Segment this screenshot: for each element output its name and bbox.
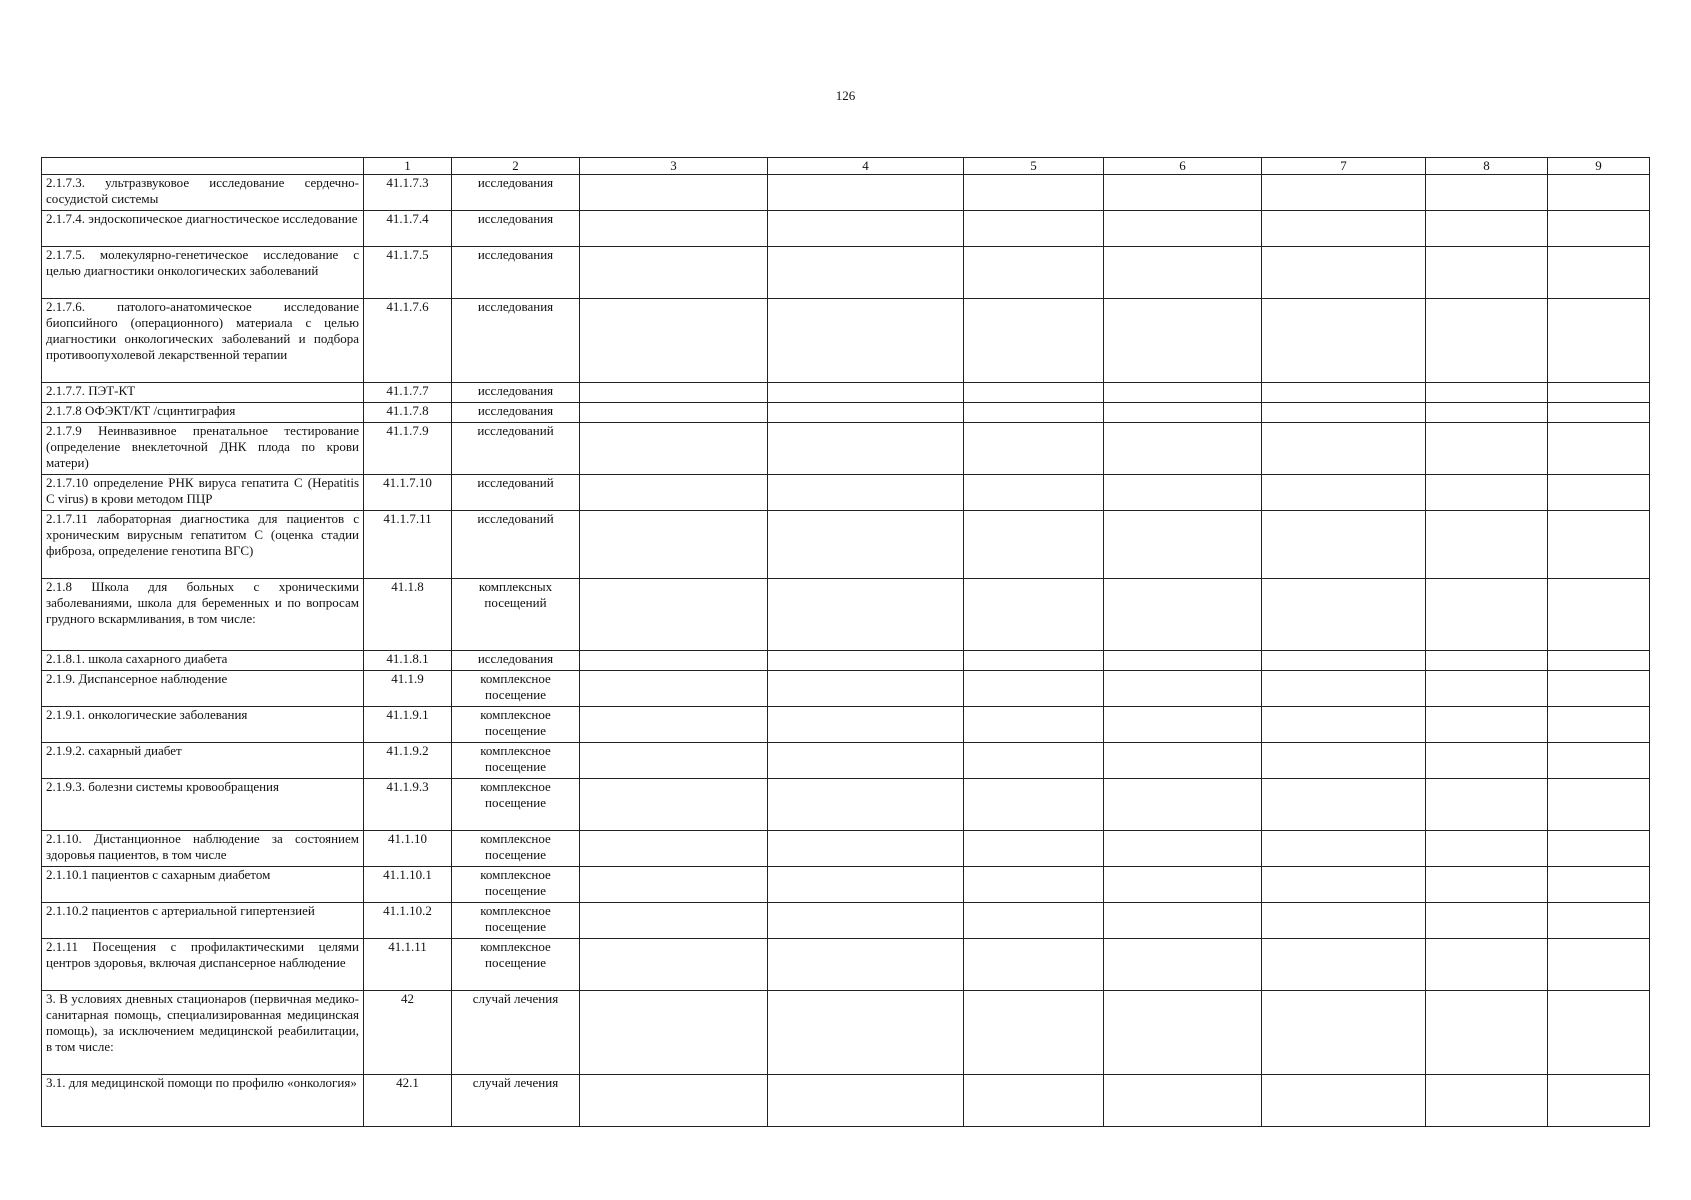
table-row <box>42 475 1650 511</box>
empty-value-cell <box>1104 423 1262 475</box>
table-body <box>42 175 1650 1127</box>
row-code-cell: 41.1.9 <box>364 671 452 707</box>
empty-value-cell <box>768 299 964 383</box>
column-header: 8 <box>1426 158 1548 175</box>
empty-value-cell <box>580 383 768 403</box>
row-code-cell: 41.1.9.3 <box>364 779 452 831</box>
empty-value-cell <box>964 779 1104 831</box>
row-unit-cell: комплексное посещение <box>452 867 580 903</box>
table-row <box>42 743 1650 779</box>
row-unit-cell: исследования <box>452 211 580 247</box>
row-unit-cell: комплексное посещение <box>452 779 580 831</box>
row-name-cell: 2.1.9. Диспансерное наблюдение <box>42 671 364 707</box>
data-table <box>41 157 1650 1127</box>
empty-value-cell <box>1262 939 1426 991</box>
empty-value-cell <box>768 779 964 831</box>
row-code-cell: 41.1.7.10 <box>364 475 452 511</box>
empty-value-cell <box>1104 779 1262 831</box>
row-name-cell: 2.1.7.7. ПЭТ-КТ <box>42 383 364 403</box>
empty-value-cell <box>964 651 1104 671</box>
column-header: 1 <box>364 158 452 175</box>
empty-value-cell <box>580 511 768 579</box>
empty-value-cell <box>1104 579 1262 651</box>
empty-value-cell <box>964 211 1104 247</box>
row-name-cell: 2.1.11 Посещения с профилактическими целями центров здоровья, включая диспансерное наблюдение <box>42 939 364 991</box>
empty-value-cell <box>964 831 1104 867</box>
table-row <box>42 383 1650 403</box>
empty-value-cell <box>580 1075 768 1127</box>
table-row <box>42 903 1650 939</box>
empty-value-cell <box>580 991 768 1075</box>
table-row <box>42 403 1650 423</box>
empty-value-cell <box>964 511 1104 579</box>
empty-value-cell <box>1104 743 1262 779</box>
row-unit-cell: комплексное посещение <box>452 831 580 867</box>
empty-value-cell <box>1548 175 1650 211</box>
empty-value-cell <box>1262 707 1426 743</box>
table-row <box>42 511 1650 579</box>
table-row <box>42 1075 1650 1127</box>
row-unit-cell: исследований <box>452 511 580 579</box>
column-header <box>42 158 364 175</box>
empty-value-cell <box>580 707 768 743</box>
empty-value-cell <box>768 671 964 707</box>
empty-value-cell <box>580 247 768 299</box>
column-header: 5 <box>964 158 1104 175</box>
row-unit-cell: исследования <box>452 403 580 423</box>
row-code-cell: 41.1.8 <box>364 579 452 651</box>
empty-value-cell <box>964 671 1104 707</box>
empty-value-cell <box>964 299 1104 383</box>
empty-value-cell <box>1426 299 1548 383</box>
empty-value-cell <box>1104 299 1262 383</box>
row-unit-cell: исследования <box>452 651 580 671</box>
column-header: 7 <box>1262 158 1426 175</box>
empty-value-cell <box>1426 1075 1548 1127</box>
row-code-cell: 41.1.7.9 <box>364 423 452 475</box>
row-unit-cell: исследования <box>452 247 580 299</box>
empty-value-cell <box>768 247 964 299</box>
empty-value-cell <box>964 1075 1104 1127</box>
empty-value-cell <box>1548 423 1650 475</box>
column-header: 3 <box>580 158 768 175</box>
row-name-cell: 2.1.9.3. болезни системы кровообращения <box>42 779 364 831</box>
empty-value-cell <box>1426 475 1548 511</box>
row-name-cell: 2.1.7.10 определение РНК вируса гепатита С (Hepatitis C virus) в крови методом ПЦР <box>42 475 364 511</box>
empty-value-cell <box>1262 579 1426 651</box>
empty-value-cell <box>1262 403 1426 423</box>
empty-value-cell <box>1548 991 1650 1075</box>
empty-value-cell <box>1104 511 1262 579</box>
empty-value-cell <box>1548 1075 1650 1127</box>
empty-value-cell <box>1426 779 1548 831</box>
row-code-cell: 41.1.7.3 <box>364 175 452 211</box>
empty-value-cell <box>768 175 964 211</box>
empty-value-cell <box>1426 211 1548 247</box>
empty-value-cell <box>768 511 964 579</box>
row-unit-cell: комплексное посещение <box>452 743 580 779</box>
empty-value-cell <box>768 831 964 867</box>
empty-value-cell <box>580 299 768 383</box>
empty-value-cell <box>1104 831 1262 867</box>
empty-value-cell <box>580 403 768 423</box>
empty-value-cell <box>580 867 768 903</box>
row-name-cell: 3.1. для медицинской помощи по профилю «онкология» <box>42 1075 364 1127</box>
row-name-cell: 2.1.7.4. эндоскопическое диагностическое исследование <box>42 211 364 247</box>
row-unit-cell: случай лечения <box>452 991 580 1075</box>
page-number: 126 <box>835 88 856 103</box>
empty-value-cell <box>1548 867 1650 903</box>
empty-value-cell <box>1426 831 1548 867</box>
empty-value-cell <box>1426 175 1548 211</box>
table-row <box>42 671 1650 707</box>
empty-value-cell <box>1426 247 1548 299</box>
row-code-cell: 41.1.9.2 <box>364 743 452 779</box>
empty-value-cell <box>768 903 964 939</box>
empty-value-cell <box>964 175 1104 211</box>
empty-value-cell <box>768 743 964 779</box>
empty-value-cell <box>1426 939 1548 991</box>
empty-value-cell <box>1104 939 1262 991</box>
empty-value-cell <box>1426 743 1548 779</box>
empty-value-cell <box>580 175 768 211</box>
row-unit-cell: исследований <box>452 475 580 511</box>
row-code-cell: 41.1.7.11 <box>364 511 452 579</box>
row-name-cell: 2.1.7.3. ультразвуковое исследование сердечно-сосудистой системы <box>42 175 364 211</box>
empty-value-cell <box>768 991 964 1075</box>
empty-value-cell <box>1104 991 1262 1075</box>
table-row <box>42 707 1650 743</box>
row-name-cell: 2.1.7.9 Неинвазивное пренатальное тестирование (определение внеклеточной ДНК плода по крови матери) <box>42 423 364 475</box>
row-name-cell: 2.1.7.8 ОФЭКТ/КТ /сцинтиграфия <box>42 403 364 423</box>
empty-value-cell <box>768 707 964 743</box>
empty-value-cell <box>964 403 1104 423</box>
empty-value-cell <box>1104 175 1262 211</box>
empty-value-cell <box>964 939 1104 991</box>
empty-value-cell <box>964 579 1104 651</box>
row-code-cell: 41.1.10.2 <box>364 903 452 939</box>
empty-value-cell <box>1548 247 1650 299</box>
row-unit-cell: исследования <box>452 383 580 403</box>
table-row <box>42 299 1650 383</box>
empty-value-cell <box>1548 383 1650 403</box>
empty-value-cell <box>1104 1075 1262 1127</box>
empty-value-cell <box>1104 211 1262 247</box>
empty-value-cell <box>768 383 964 403</box>
row-unit-cell: комплексное посещение <box>452 939 580 991</box>
row-unit-cell: комплексных посещений <box>452 579 580 651</box>
column-number-row <box>42 158 1650 175</box>
empty-value-cell <box>1548 475 1650 511</box>
row-code-cell: 42.1 <box>364 1075 452 1127</box>
empty-value-cell <box>964 743 1104 779</box>
table-row <box>42 939 1650 991</box>
empty-value-cell <box>1548 579 1650 651</box>
empty-value-cell <box>964 867 1104 903</box>
empty-value-cell <box>1262 779 1426 831</box>
empty-value-cell <box>964 991 1104 1075</box>
row-name-cell: 2.1.8.1. школа сахарного диабета <box>42 651 364 671</box>
empty-value-cell <box>1548 707 1650 743</box>
empty-value-cell <box>1262 211 1426 247</box>
empty-value-cell <box>1262 423 1426 475</box>
row-name-cell: 2.1.8 Школа для больных с хроническими заболеваниями, школа для беременных и по вопросам грудного вскармливания, в том числе: <box>42 579 364 651</box>
empty-value-cell <box>580 211 768 247</box>
empty-value-cell <box>964 423 1104 475</box>
empty-value-cell <box>1262 299 1426 383</box>
row-code-cell: 41.1.7.4 <box>364 211 452 247</box>
row-code-cell: 41.1.9.1 <box>364 707 452 743</box>
row-name-cell: 2.1.7.6. патолого-анатомическое исследование биопсийного (операционного) материала с целью диагностики онкологических заболеваний и подбора противоопухолевой лекарственной терапии <box>42 299 364 383</box>
empty-value-cell <box>1262 991 1426 1075</box>
empty-value-cell <box>1104 867 1262 903</box>
empty-value-cell <box>768 211 964 247</box>
row-code-cell: 41.1.10.1 <box>364 867 452 903</box>
row-unit-cell: комплексное посещение <box>452 903 580 939</box>
empty-value-cell <box>768 423 964 475</box>
column-header: 9 <box>1548 158 1650 175</box>
empty-value-cell <box>768 475 964 511</box>
empty-value-cell <box>1426 671 1548 707</box>
empty-value-cell <box>580 831 768 867</box>
empty-value-cell <box>1262 175 1426 211</box>
empty-value-cell <box>1548 651 1650 671</box>
empty-value-cell <box>1262 1075 1426 1127</box>
empty-value-cell <box>580 939 768 991</box>
table-row <box>42 831 1650 867</box>
empty-value-cell <box>580 903 768 939</box>
empty-value-cell <box>580 779 768 831</box>
column-header: 4 <box>768 158 964 175</box>
empty-value-cell <box>1262 831 1426 867</box>
table-row <box>42 579 1650 651</box>
row-name-cell: 2.1.10. Дистанционное наблюдение за состоянием здоровья пациентов, в том числе <box>42 831 364 867</box>
row-code-cell: 41.1.7.5 <box>364 247 452 299</box>
empty-value-cell <box>1548 511 1650 579</box>
row-name-cell: 2.1.10.1 пациентов с сахарным диабетом <box>42 867 364 903</box>
empty-value-cell <box>1548 403 1650 423</box>
empty-value-cell <box>1262 383 1426 403</box>
table-row <box>42 247 1650 299</box>
empty-value-cell <box>768 651 964 671</box>
empty-value-cell <box>964 247 1104 299</box>
empty-value-cell <box>1548 743 1650 779</box>
table-row <box>42 423 1650 475</box>
empty-value-cell <box>1262 651 1426 671</box>
empty-value-cell <box>580 671 768 707</box>
empty-value-cell <box>1426 903 1548 939</box>
table-row <box>42 867 1650 903</box>
row-code-cell: 41.1.11 <box>364 939 452 991</box>
row-code-cell: 42 <box>364 991 452 1075</box>
row-name-cell: 2.1.7.5. молекулярно-генетическое исследование с целью диагностики онкологических заболеваний <box>42 247 364 299</box>
table-row <box>42 779 1650 831</box>
empty-value-cell <box>1262 743 1426 779</box>
empty-value-cell <box>1426 867 1548 903</box>
row-code-cell: 41.1.7.7 <box>364 383 452 403</box>
row-unit-cell: комплексное посещение <box>452 707 580 743</box>
empty-value-cell <box>768 939 964 991</box>
row-code-cell: 41.1.10 <box>364 831 452 867</box>
empty-value-cell <box>1262 671 1426 707</box>
empty-value-cell <box>768 867 964 903</box>
row-code-cell: 41.1.7.8 <box>364 403 452 423</box>
empty-value-cell <box>1548 939 1650 991</box>
empty-value-cell <box>1426 511 1548 579</box>
empty-value-cell <box>580 423 768 475</box>
empty-value-cell <box>1426 383 1548 403</box>
empty-value-cell <box>964 903 1104 939</box>
empty-value-cell <box>1548 299 1650 383</box>
empty-value-cell <box>580 475 768 511</box>
empty-value-cell <box>1426 651 1548 671</box>
empty-value-cell <box>964 475 1104 511</box>
row-unit-cell: комплексное посещение <box>452 671 580 707</box>
row-code-cell: 41.1.8.1 <box>364 651 452 671</box>
empty-value-cell <box>1548 831 1650 867</box>
row-name-cell: 2.1.9.1. онкологические заболевания <box>42 707 364 743</box>
row-unit-cell: исследования <box>452 299 580 383</box>
table-row <box>42 175 1650 211</box>
empty-value-cell <box>964 707 1104 743</box>
row-name-cell: 2.1.10.2 пациентов с артериальной гипертензией <box>42 903 364 939</box>
row-name-cell: 2.1.7.11 лабораторная диагностика для пациентов с хроническим вирусным гепатитом С (оценка стадии фиброза, определение генотипа ВГС) <box>42 511 364 579</box>
empty-value-cell <box>1426 707 1548 743</box>
empty-value-cell <box>1104 247 1262 299</box>
empty-value-cell <box>580 651 768 671</box>
empty-value-cell <box>1548 779 1650 831</box>
empty-value-cell <box>1104 651 1262 671</box>
empty-value-cell <box>1426 579 1548 651</box>
row-unit-cell: исследований <box>452 423 580 475</box>
empty-value-cell <box>1104 403 1262 423</box>
empty-value-cell <box>1104 903 1262 939</box>
column-header: 2 <box>452 158 580 175</box>
empty-value-cell <box>1548 211 1650 247</box>
empty-value-cell <box>1104 383 1262 403</box>
empty-value-cell <box>1104 475 1262 511</box>
empty-value-cell <box>768 403 964 423</box>
empty-value-cell <box>1104 671 1262 707</box>
empty-value-cell <box>768 1075 964 1127</box>
row-unit-cell: случай лечения <box>452 1075 580 1127</box>
empty-value-cell <box>1426 403 1548 423</box>
empty-value-cell <box>1262 903 1426 939</box>
empty-value-cell <box>1262 247 1426 299</box>
empty-value-cell <box>580 743 768 779</box>
table-header <box>42 158 1650 175</box>
row-name-cell: 3. В условиях дневных стационаров (первичная медико-санитарная помощь, специализированная медицинская помощь), за исключением медицинской реабилитации, в том числе: <box>42 991 364 1075</box>
empty-value-cell <box>1548 903 1650 939</box>
table-row <box>42 651 1650 671</box>
empty-value-cell <box>1104 707 1262 743</box>
empty-value-cell <box>1426 423 1548 475</box>
empty-value-cell <box>1426 991 1548 1075</box>
empty-value-cell <box>1262 867 1426 903</box>
row-code-cell: 41.1.7.6 <box>364 299 452 383</box>
empty-value-cell <box>768 579 964 651</box>
table-row <box>42 991 1650 1075</box>
empty-value-cell <box>1262 511 1426 579</box>
empty-value-cell <box>580 579 768 651</box>
column-header: 6 <box>1104 158 1262 175</box>
row-name-cell: 2.1.9.2. сахарный диабет <box>42 743 364 779</box>
empty-value-cell <box>1548 671 1650 707</box>
row-unit-cell: исследования <box>452 175 580 211</box>
empty-value-cell <box>1262 475 1426 511</box>
table-row <box>42 211 1650 247</box>
empty-value-cell <box>964 383 1104 403</box>
